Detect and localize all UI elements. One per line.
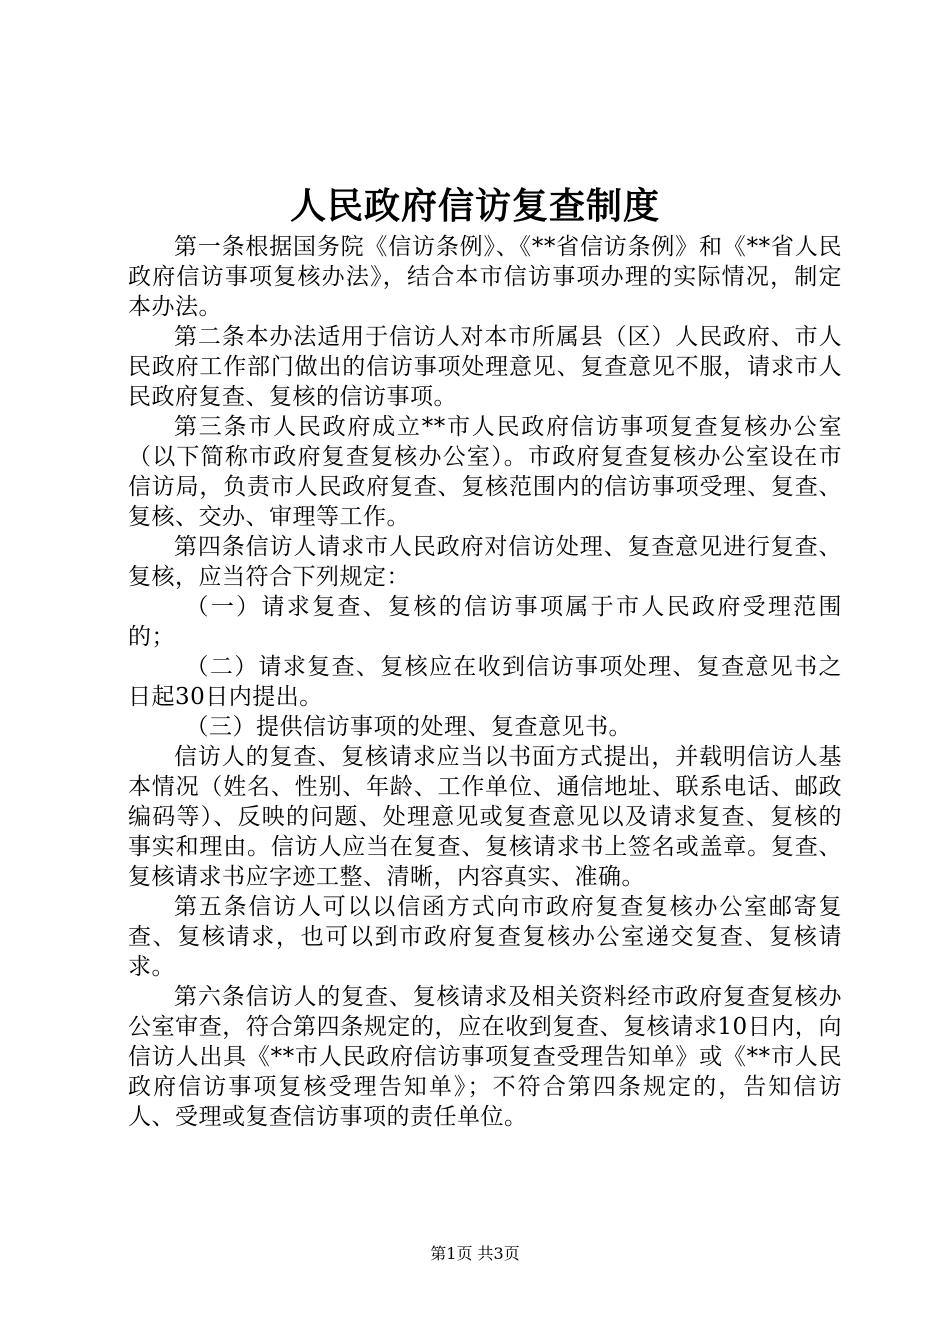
article-4-paragraph: 第四条信访人请求市人民政府对信访处理、复查意见进行复查、复核，应当符合下列规定：	[128, 534, 842, 590]
page-number-footer: 第1页 共3页	[430, 1244, 520, 1263]
document-body	[128, 232, 842, 1132]
article-5-paragraph: 第五条信访人可以以信函方式向市政府复查复核办公室邮寄复查、复核请求，也可以到市政府复查复核办公室递交复查、复核请求。	[128, 894, 842, 980]
article-4-item-1: （一）请求复查、复核的信访事项属于市人民政府受理范围的；	[128, 594, 842, 650]
article-6-paragraph: 第六条信访人的复查、复核请求及相关资料经市政府复查复核办公室审查，符合第四条规定的，应在收到复查、复核请求10日内，向信访人出具《**市人民政府信访事项复查受理告知单》或《**市人民政府信访事项复核受理告知单》；不符合第四条规定的，告知信访人、受理或复查信访事项的责任单位。	[128, 984, 842, 1130]
article-1-paragraph: 第一条根据国务院《信访条例》、《**省信访条例》和《**省人民政府信访事项复核办法》，结合本市信访事项办理的实际情况，制定本办法。	[128, 234, 842, 320]
article-2-paragraph: 第二条本办法适用于信访人对本市所属县（区）人民政府、市人民政府工作部门做出的信访事项处理意见、复查意见不服，请求市人民政府复查、复核的信访事项。	[128, 324, 842, 410]
article-3-paragraph: 第三条市人民政府成立**市人民政府信访事项复查复核办公室（以下简称市政府复查复核办公室）。市政府复查复核办公室设在市信访局，负责市人民政府复查、复核范围内的信访事项受理、复查、复核、交办、审理等工作。	[128, 414, 842, 530]
request-requirements-paragraph: 信访人的复查、复核请求应当以书面方式提出，并载明信访人基本情况（姓名、性别、年龄、工作单位、通信地址、联系电话、邮政编码等）、反映的问题、处理意见或复查意见以及请求复查、复核的事实和理由。信访人应当在复查、复核请求书上签名或盖章。复查、复核请求书应字迹工整、清晰，内容真实、准确。	[128, 744, 842, 890]
document-title: 人民政府信访复查制度	[289, 185, 660, 227]
article-4-item-2: （二）请求复查、复核应在收到信访事项处理、复查意见书之日起30日内提出。	[128, 654, 842, 710]
article-4-item-3: （三）提供信访事项的处理、复查意见书。	[185, 714, 632, 740]
